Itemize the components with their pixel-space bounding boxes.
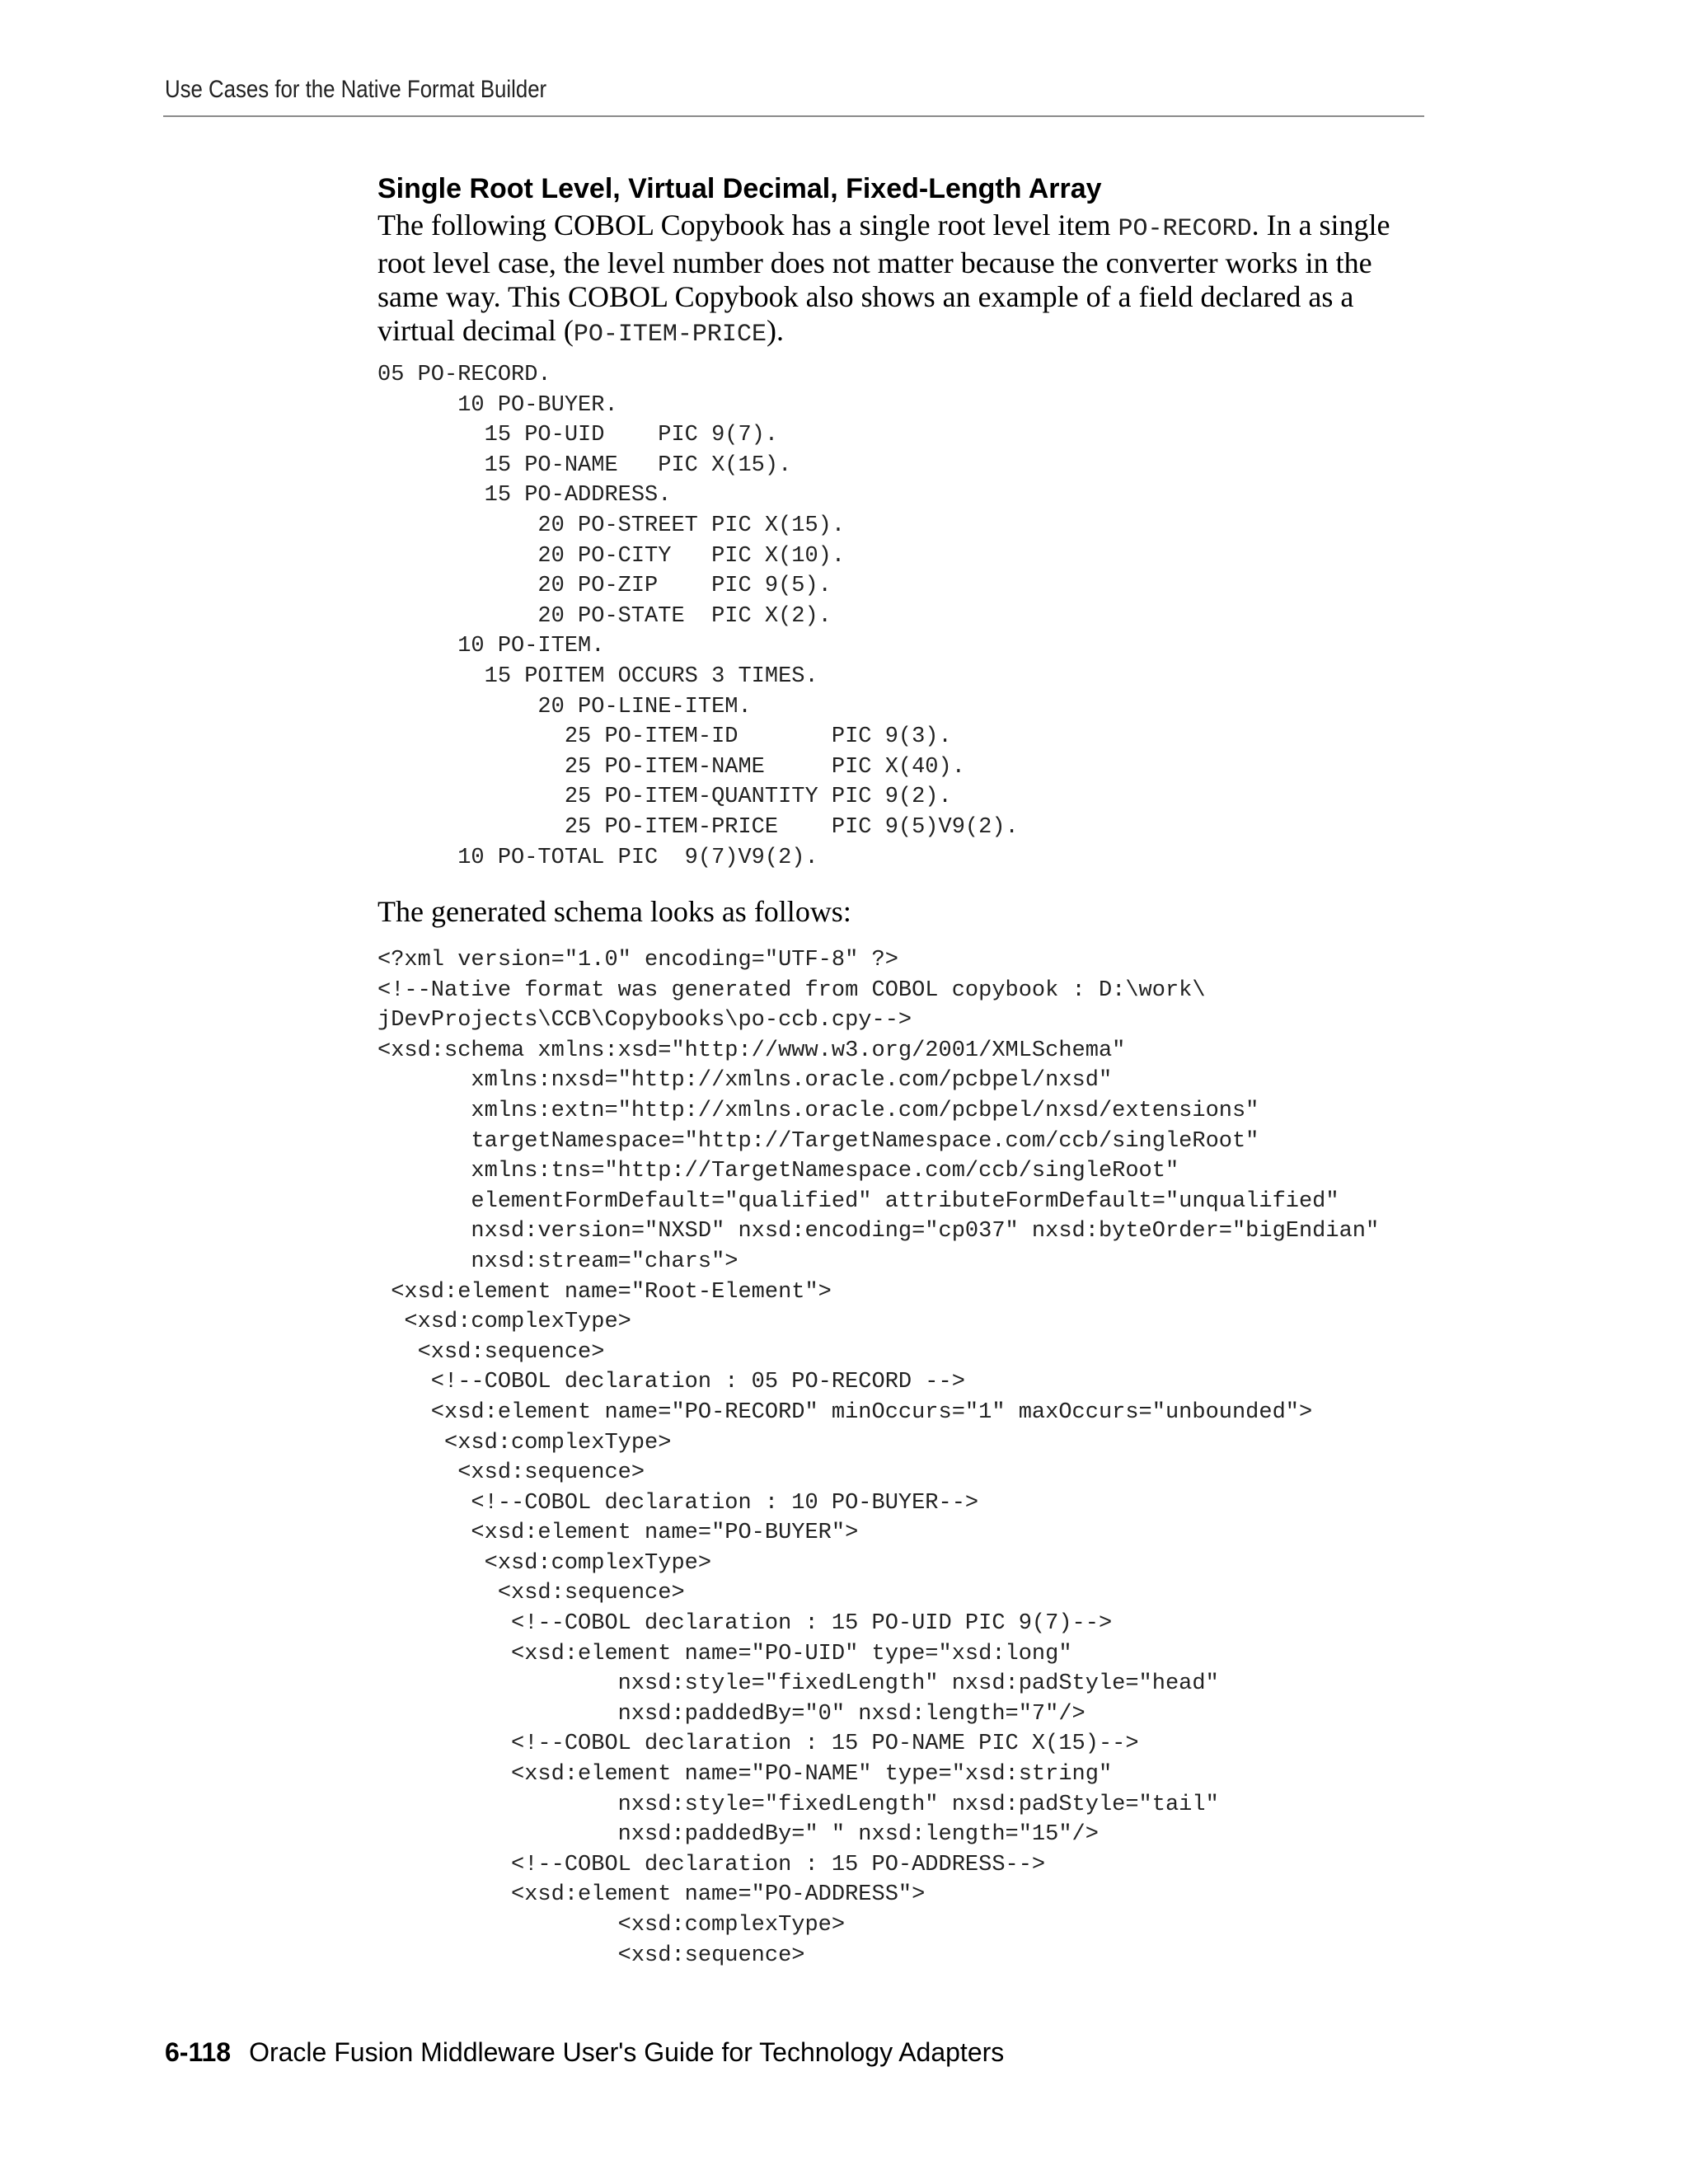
section-title: Single Root Level, Virtual Decimal, Fixed-Length Array xyxy=(377,173,1102,204)
code-line: <xsd:sequence> xyxy=(377,1581,685,1606)
code-line: <?xml version="1.0" encoding="UTF-8" ?> xyxy=(377,948,898,972)
code-line: <xsd:sequence> xyxy=(377,1339,605,1365)
code-line: targetNamespace="http://TargetNamespace.com/ccb/singleRoot" xyxy=(377,1128,1259,1154)
code-line: 25 PO-ITEM-PRICE PIC 9(5)V9(2). xyxy=(377,814,1019,840)
code-line: xmlns:nxsd="http://xmlns.oracle.com/pcbpel/nxsd" xyxy=(377,1068,1113,1094)
code-line: <xsd:complexType> xyxy=(377,1550,712,1576)
code-line: <!--COBOL declaration : 05 PO-RECORD --> xyxy=(377,1370,965,1395)
code-line: nxsd:paddedBy=" " nxsd:length="15"/> xyxy=(377,1822,1099,1848)
inline-code-po-item-price: PO-ITEM-PRICE xyxy=(573,321,767,349)
code-line: jDevProjects\CCB\Copybooks\po-ccb.cpy--> xyxy=(377,1008,912,1033)
code-line: xmlns:extn="http://xmlns.oracle.com/pcbpel/nxsd/extensions" xyxy=(377,1098,1259,1123)
code-line: elementFormDefault="qualified" attributeFormDefault="unqualified" xyxy=(377,1188,1339,1214)
code-line: 25 PO-ITEM-ID PIC 9(3). xyxy=(377,724,952,750)
code-line: <xsd:element name="PO-NAME" type="xsd:string" xyxy=(377,1762,1113,1788)
code-line: 05 PO-RECORD. xyxy=(377,363,551,387)
code-line: 20 PO-ZIP PIC 9(5). xyxy=(377,574,832,599)
code-line: <xsd:element name="Root-Element"> xyxy=(377,1279,832,1305)
code-line: 20 PO-STREET PIC X(15). xyxy=(377,513,846,538)
code-line: nxsd:stream="chars"> xyxy=(377,1249,738,1274)
code-line: <!--COBOL declaration : 15 PO-UID PIC 9(7)--> xyxy=(377,1611,1113,1637)
code-line: <!--COBOL declaration : 15 PO-ADDRESS--> xyxy=(377,1852,1046,1877)
code-line: <!--COBOL declaration : 10 PO-BUYER--> xyxy=(377,1490,979,1516)
code-line: <xsd:element name="PO-RECORD" minOccurs="1" maxOccurs="unbounded"> xyxy=(377,1399,1313,1425)
code-line: 15 PO-UID PIC 9(7). xyxy=(377,423,779,448)
code-line: <xsd:complexType> xyxy=(377,1913,846,1938)
code-line: <xsd:schema xmlns:xsd="http://www.w3.org/2001/XMLSchema" xyxy=(377,1038,1126,1063)
code-line: nxsd:style="fixedLength" nxsd:padStyle="tail" xyxy=(377,1792,1219,1817)
code-line: <xsd:sequence> xyxy=(377,1943,805,1968)
code-line: 25 PO-ITEM-QUANTITY PIC 9(2). xyxy=(377,785,952,810)
page-number: 6-118 xyxy=(165,2037,232,2067)
code-line: 10 PO-BUYER. xyxy=(377,392,618,418)
intro-text-3: ). xyxy=(766,314,784,347)
code-line: 15 PO-ADDRESS. xyxy=(377,483,672,509)
code-line: 15 PO-NAME PIC X(15). xyxy=(377,452,792,478)
code-line: <xsd:complexType> xyxy=(377,1310,631,1335)
schema-intro-text: The generated schema looks as follows: xyxy=(377,895,851,928)
code-line: <xsd:element name="PO-ADDRESS"> xyxy=(377,1882,926,1908)
header-divider xyxy=(163,115,1424,117)
code-line: 10 PO-TOTAL PIC 9(7)V9(2). xyxy=(377,845,818,870)
code-line: <!--Native format was generated from COBOL copybook : D:\work\ xyxy=(377,977,1206,1003)
code-line: <xsd:element name="PO-BUYER"> xyxy=(377,1521,859,1546)
code-line: <xsd:element name="PO-UID" type="xsd:long" xyxy=(377,1641,1072,1666)
inline-code-po-record: PO-RECORD xyxy=(1118,215,1252,243)
intro-text-1: The following COBOL Copybook has a single root level item xyxy=(377,209,1118,241)
code-line: 15 POITEM OCCURS 3 TIMES. xyxy=(377,663,818,689)
code-line: 20 PO-CITY PIC X(10). xyxy=(377,543,846,569)
code-line: 20 PO-STATE PIC X(2). xyxy=(377,603,832,629)
copybook-code-block xyxy=(377,360,1019,873)
code-line: <!--COBOL declaration : 15 PO-NAME PIC X(15)--> xyxy=(377,1732,1139,1757)
intro-paragraph xyxy=(377,209,1400,352)
intro-text-2: . In a single root level case, the level number does not matter because the converter works in the same way. This COBOL Copybook also shows an example of a field declared as a virtual decimal ( xyxy=(377,209,1390,347)
code-line: 20 PO-LINE-ITEM. xyxy=(377,694,752,719)
page-footer xyxy=(165,2037,1004,2068)
code-line: xmlns:tns="http://TargetNamespace.com/ccb/singleRoot" xyxy=(377,1159,1179,1184)
code-line: nxsd:version="NXSD" nxsd:encoding="cp037" nxsd:byteOrder="bigEndian" xyxy=(377,1219,1380,1244)
schema-code-block xyxy=(377,945,1379,1971)
code-line: <xsd:complexType> xyxy=(377,1430,672,1455)
running-header: Use Cases for the Native Format Builder xyxy=(165,76,547,103)
code-line: <xsd:sequence> xyxy=(377,1460,645,1486)
book-title: Oracle Fusion Middleware User's Guide for Technology Adapters xyxy=(249,2037,1005,2067)
code-line: 10 PO-ITEM. xyxy=(377,634,605,659)
code-line: nxsd:paddedBy="0" nxsd:length="7"/> xyxy=(377,1701,1085,1727)
code-line: nxsd:style="fixedLength" nxsd:padStyle="head" xyxy=(377,1671,1219,1697)
code-line: 25 PO-ITEM-NAME PIC X(40). xyxy=(377,754,965,780)
